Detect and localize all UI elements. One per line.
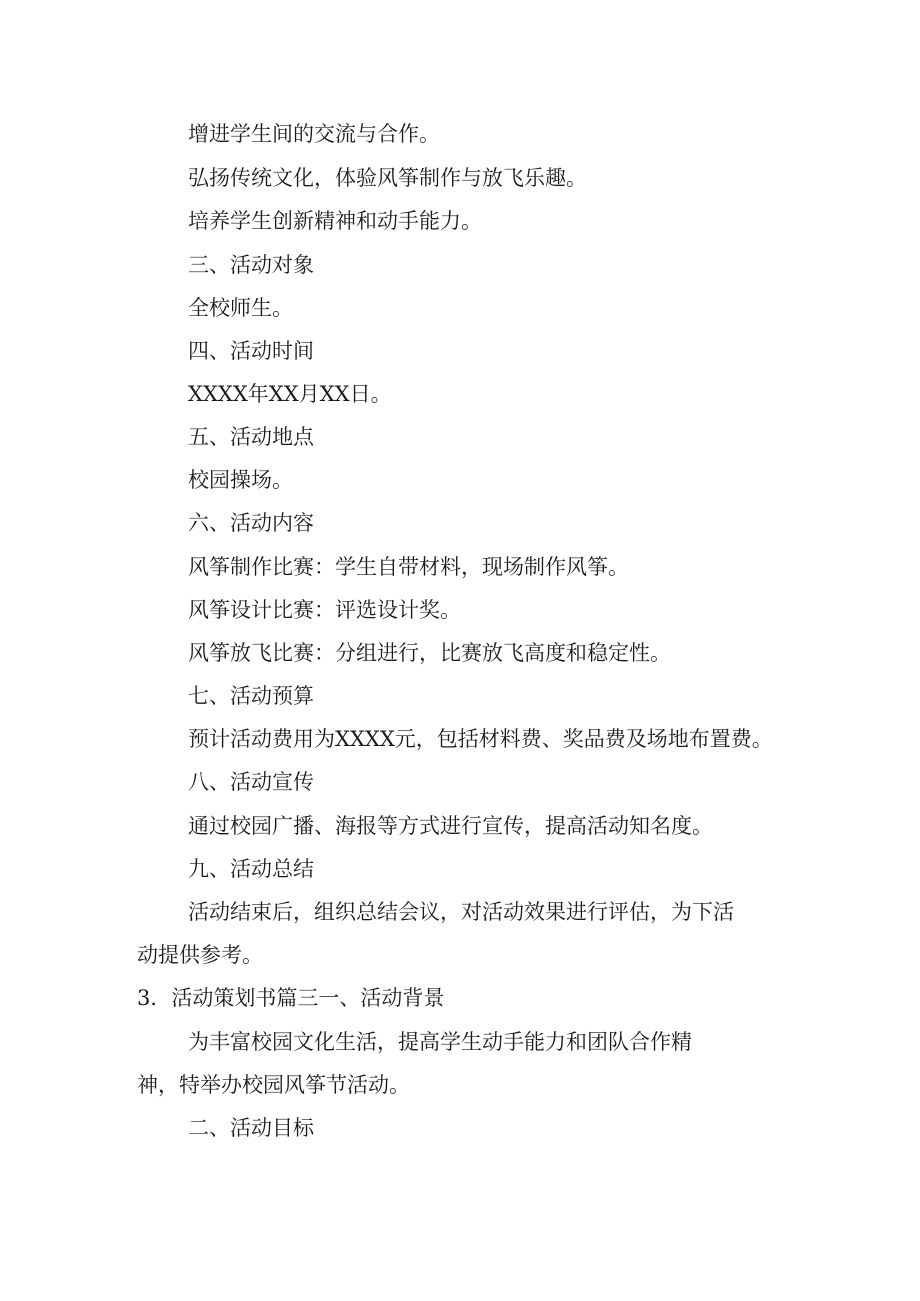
- section-heading: 九、活动总结: [188, 857, 314, 881]
- text-line: 神，特举办校园风筝节活动。: [137, 1073, 410, 1097]
- text-line: 风筝制作比赛：学生自带材料，现场制作风筝。: [188, 555, 629, 579]
- text-line: 全校师生。: [188, 296, 293, 320]
- text-line: 培养学生创新精神和动手能力。: [188, 209, 482, 233]
- section-heading: 八、活动宣传: [188, 770, 314, 794]
- text-line: 风筝放飞比赛：分组进行，比赛放飞高度和稳定性。: [188, 641, 671, 665]
- chapter-heading: 3．活动策划书篇三一、活动背景: [137, 986, 445, 1010]
- text-line: 动提供参考。: [137, 943, 263, 967]
- text-line: 活动结束后，组织总结会议，对活动效果进行评估，为下活: [188, 900, 734, 924]
- text-line: 预计活动费用为XXXX元，包括材料费、奖品费及场地布置费。: [188, 727, 773, 751]
- text-line: 通过校园广播、海报等方式进行宣传，提高活动知名度。: [188, 814, 713, 838]
- section-heading: 六、活动内容: [188, 511, 314, 535]
- section-heading: 四、活动时间: [188, 339, 314, 363]
- section-heading: 七、活动预算: [188, 684, 314, 708]
- section-heading: 五、活动地点: [188, 425, 314, 449]
- text-line: 弘扬传统文化，体验风筝制作与放飞乐趣。: [188, 166, 587, 190]
- section-heading: 二、活动目标: [188, 1116, 314, 1140]
- text-line: 为丰富校园文化生活，提高学生动手能力和团队合作精: [188, 1030, 692, 1054]
- text-line: 校园操场。: [188, 468, 293, 492]
- text-line: XXXX年XX月XX日。: [188, 382, 392, 406]
- section-heading: 三、活动对象: [188, 253, 314, 277]
- text-line: 增进学生间的交流与合作。: [188, 122, 440, 146]
- text-line: 风筝设计比赛：评选设计奖。: [188, 598, 461, 622]
